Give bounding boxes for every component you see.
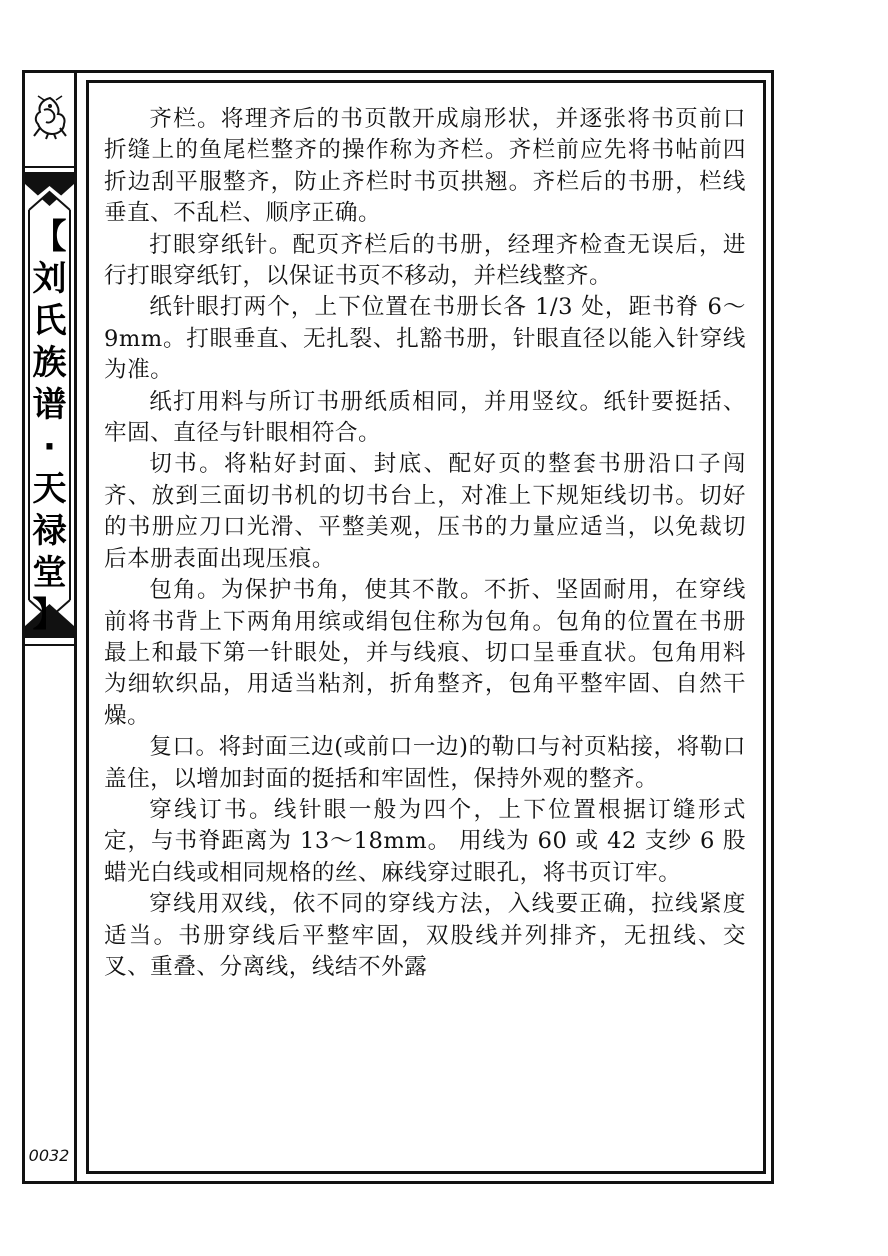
- paragraph: 纸针眼打两个，上下位置在书册长各 1/3 处，距书脊 6～9mm。打眼垂直、无扎裂、扎豁书册，针眼直径以能入针穿线为准。: [104, 294, 746, 384]
- paragraph: 切书。将粘好封面、封底、配好页的整套书册沿口子闯齐、放到三面切书机的切书台上，对准上下规矩线切书。切好的书册应刀口光滑、平整美观，压书的力量应适当，以免裁切后本册表面出现压痕。: [104, 451, 746, 572]
- paragraph: 穿线用双线，依不同的穿线方法，入线要正确，拉线紧度适当。书册穿线后平整牢固，双股线并列排齐，无扭线、交叉、重叠、分离线，线结不外露: [104, 891, 746, 980]
- paragraph: 齐栏。将理齐后的书页散开成扇形状，并逐张将书页前口折缝上的鱼尾栏整齐的操作称为齐栏。齐栏前应先将书帖前四折边刮平服整齐，防止齐栏时书页拱翘。齐栏后的书册，栏线垂直、不乱栏、顺序正确。: [104, 106, 746, 227]
- sidebar-rule-bottom: [25, 644, 74, 646]
- title-char: 【: [32, 217, 67, 257]
- title-char: 天: [32, 469, 67, 509]
- sidebar-title: [25, 216, 74, 636]
- title-char: 禄: [32, 511, 67, 551]
- title-char: 】: [32, 595, 67, 635]
- title-char: 堂: [32, 553, 67, 593]
- page-number: 0032: [28, 1146, 70, 1165]
- sidebar-rule-top: [25, 166, 74, 168]
- title-char: 氏: [32, 301, 67, 341]
- title-char: 族: [32, 343, 67, 383]
- sidebar-divider: [74, 70, 77, 1184]
- title-char: 谱: [32, 385, 67, 425]
- title-char: ·: [43, 427, 56, 467]
- paragraph: 复口。将封面三边(或前口一边)的勒口与衬页粘接，将勒口盖住，以增加封面的挺括和牢固性，保持外观的整齐。: [104, 734, 746, 792]
- paragraph: 穿线订书。线针眼一般为四个，上下位置根据订缝形式定，与书脊距离为 13～18mm。 用线为 60 或 42 支纱 6 股蜡光白线或相同规格的丝、麻线穿过眼孔，将书页订牢。: [104, 796, 746, 886]
- title-char: 刘: [32, 259, 67, 299]
- paragraph: 打眼穿纸针。配页齐栏后的书册，经理齐检查无误后，进行打眼穿纸钉，以保证书页不移动，并栏线整齐。: [104, 231, 746, 290]
- paragraph: 包角。为保护书角，使其不散。不折、坚固耐用，在穿线前将书背上下两角用缤或绢包住称为包角。包角的位置在书册最上和最下第一针眼处，并与线痕、切口呈垂直状。包角用料为细软织品，用适当粘剂，折角整齐，包角平整牢固、自然干燥。: [104, 577, 746, 729]
- dragon-emblem-icon: [30, 94, 70, 140]
- body-text: [104, 104, 746, 983]
- paragraph: 纸打用料与所订书册纸质相同，并用竖纹。纸针要挺括、牢固、直径与针眼相符合。: [104, 388, 746, 447]
